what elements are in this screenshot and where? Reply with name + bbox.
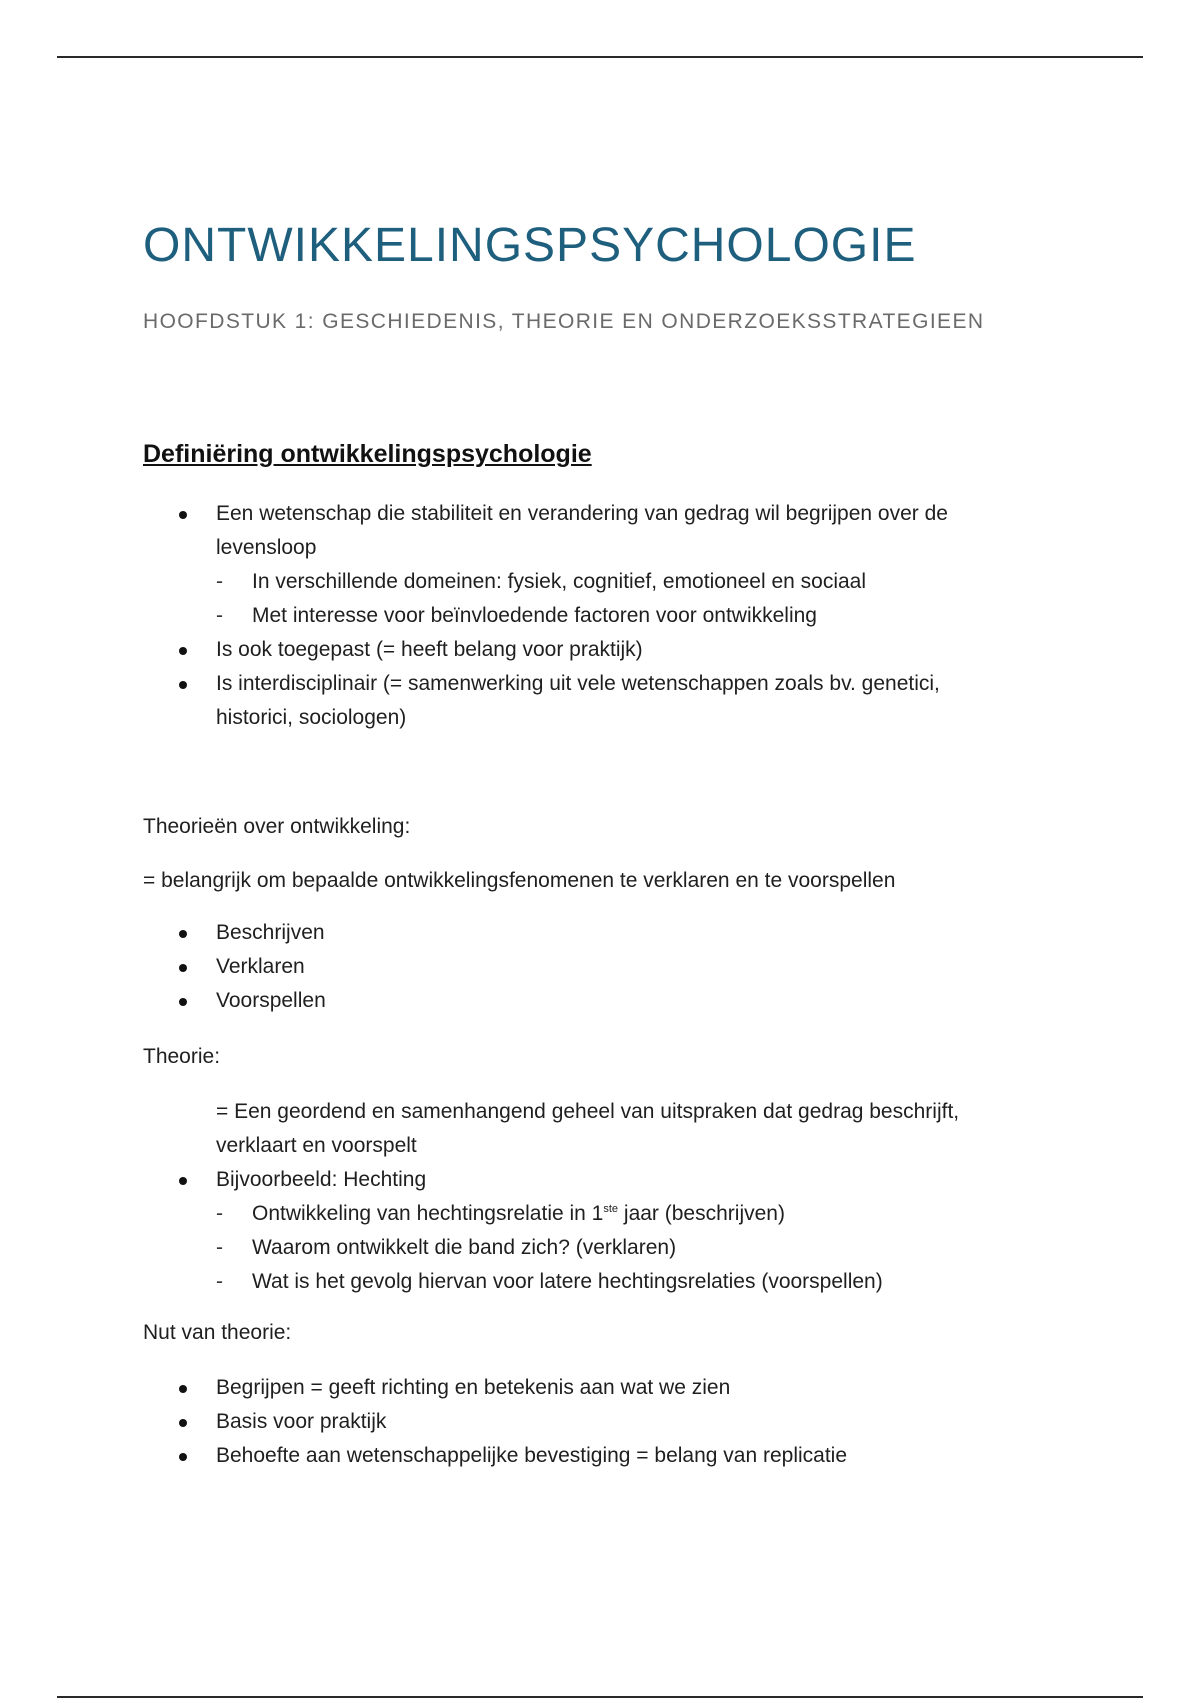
document-title: ONTWIKKELINGSPSYCHOLOGIE	[143, 219, 917, 272]
usefulness-list-block	[143, 1371, 1063, 1473]
bullet-icon	[179, 1419, 187, 1427]
list-item-text: Voorspellen	[216, 989, 326, 1012]
list-item	[143, 916, 1063, 950]
section-heading-theory: Theorie:	[143, 1045, 221, 1068]
sublist-item-text: Waarom ontwikkelt die band zich? (verklaren)	[252, 1236, 677, 1259]
bullet-icon	[179, 681, 187, 689]
sublist-item	[143, 599, 1063, 633]
dash-icon: -	[216, 570, 223, 593]
list-item-text: Is ook toegepast (= heeft belang voor praktijk)	[216, 638, 643, 661]
theory-block	[143, 1095, 1063, 1299]
list-item	[143, 667, 1063, 735]
list-item-text: Is interdisciplinair (= samenwerking uit vele wetenschappen zoals bv. genetici,	[216, 672, 940, 695]
bullet-icon	[179, 930, 187, 938]
sublist-item-text: Ontwikkeling van hechtingsrelatie in 1	[252, 1202, 604, 1225]
list-item	[143, 633, 1063, 667]
theories-list	[143, 916, 1063, 1018]
bullet-icon	[179, 964, 187, 972]
bullet-icon	[179, 1385, 187, 1393]
list-item-text: Beschrijven	[216, 921, 325, 944]
list-item-text: Verklaren	[216, 955, 305, 978]
document-subtitle: HOOFDSTUK 1: GESCHIEDENIS, THEORIE EN ONDERZOEKSSTRATEGIEEN	[143, 310, 985, 333]
list-item-text: Een wetenschap die stabiliteit en verandering van gedrag wil begrijpen over de	[216, 502, 948, 525]
definition-list	[143, 497, 1063, 565]
theory-example-sublist	[143, 1197, 1063, 1299]
list-item	[143, 950, 1063, 984]
section-heading-theories: Theorieën over ontwikkeling:	[143, 815, 411, 838]
dash-icon: -	[216, 604, 223, 627]
bottom-rule	[57, 1696, 1143, 1698]
definition-list-continued	[143, 633, 1063, 735]
section-heading-definition: Definiëring ontwikkelingspsychologie	[143, 440, 592, 468]
list-item	[143, 497, 1063, 565]
sublist-item	[143, 1265, 1063, 1299]
theories-definition: = belangrijk om bepaalde ontwikkelingsfenomenen te verklaren en te voorspellen	[143, 869, 896, 892]
sublist-item-text: In verschillende domeinen: fysiek, cognitief, emotioneel en sociaal	[252, 570, 867, 593]
bullet-icon	[179, 511, 187, 519]
top-rule	[57, 56, 1143, 58]
list-item	[143, 1405, 1063, 1439]
dash-icon: -	[216, 1270, 223, 1293]
domain-sublist	[143, 565, 1063, 633]
list-item	[143, 1439, 1063, 1473]
theory-heading-block	[143, 1040, 1063, 1074]
list-item-text: historici, sociologen)	[216, 706, 407, 729]
dash-icon: -	[216, 1236, 223, 1259]
list-item-text: Begrijpen = geeft richting en betekenis aan wat we zien	[216, 1376, 731, 1399]
sublist-item-text: jaar (beschrijven)	[618, 1202, 785, 1225]
definition-list-block	[143, 497, 1063, 735]
usefulness-list	[143, 1371, 1063, 1473]
bullet-icon	[179, 998, 187, 1006]
theory-definition-line1: = Een geordend en samenhangend geheel van uitspraken dat gedrag beschrijft,	[216, 1100, 960, 1123]
bullet-icon	[179, 1453, 187, 1461]
sublist-item	[143, 565, 1063, 599]
sublist-item	[143, 1231, 1063, 1265]
bullet-icon	[179, 1177, 187, 1185]
theories-block	[143, 810, 1063, 844]
theories-definition-block	[143, 864, 1063, 898]
sublist-item-text: Met interesse voor beïnvloedende factoren voor ontwikkeling	[252, 604, 817, 627]
list-item-text: levensloop	[216, 536, 317, 559]
list-item-text: Bijvoorbeeld: Hechting	[216, 1168, 427, 1191]
theory-example-list	[143, 1163, 1063, 1197]
theories-list-block	[143, 916, 1063, 1018]
section-heading-usefulness: Nut van theorie:	[143, 1321, 292, 1344]
theory-definition-line2: verklaart en voorspelt	[216, 1134, 417, 1157]
list-item	[143, 1163, 1063, 1197]
list-item	[143, 1371, 1063, 1405]
dash-icon: -	[216, 1202, 223, 1225]
bullet-icon	[179, 647, 187, 655]
list-item-text: Behoefte aan wetenschappelijke bevestiging = belang van replicatie	[216, 1444, 848, 1467]
usefulness-heading-block	[143, 1316, 1063, 1350]
list-item	[143, 984, 1063, 1018]
sublist-item-text: Wat is het gevolg hiervan voor latere hechtingsrelaties (voorspellen)	[252, 1270, 883, 1293]
ordinal-superscript: ste	[603, 1203, 619, 1215]
list-item-text: Basis voor praktijk	[216, 1410, 387, 1433]
sublist-item	[143, 1197, 1063, 1231]
